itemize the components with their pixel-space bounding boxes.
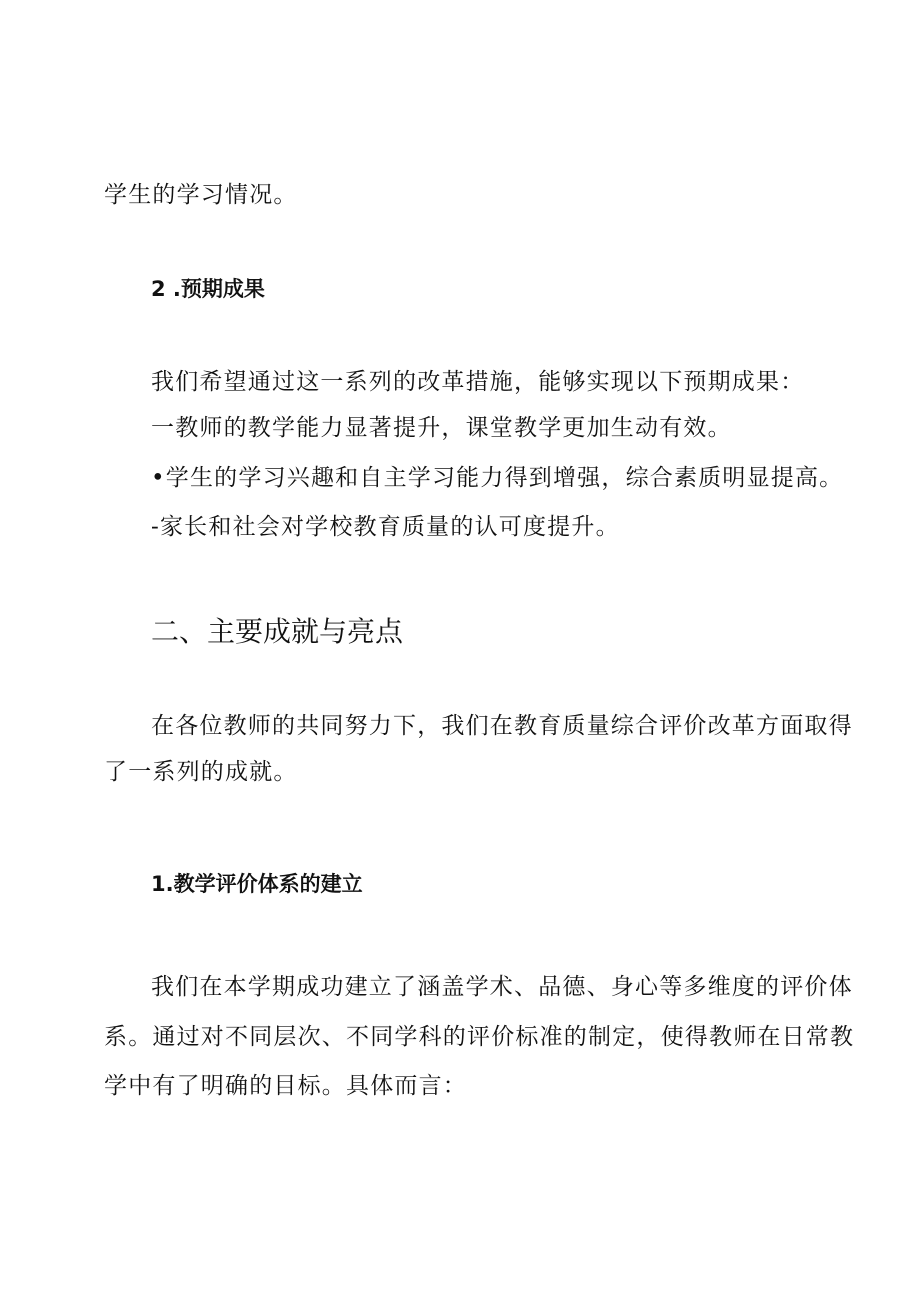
expected-result-item: 一教师的教学能力显著提升，课堂教学更加生动有效。 bbox=[151, 415, 732, 441]
expected-result-item: •学生的学习兴趣和自主学习能力得到增强，综合素质明显提高。 bbox=[151, 465, 844, 491]
evaluation-system-paragraph-line: 学中有了明确的目标。具体而言： bbox=[104, 1073, 467, 1099]
evaluation-system-paragraph-line: 系。通过对不同层次、不同学科的评价标准的制定，使得教师在日常教 bbox=[104, 1024, 855, 1050]
achievements-paragraph-line: 在各位教师的共同努力下，我们在教育质量综合评价改革方面取得 bbox=[151, 713, 853, 739]
expected-results-intro: 我们希望通过这一系列的改革措施，能够实现以下预期成果： bbox=[151, 369, 805, 395]
subsection-heading-expected-results: 2 .预期成果 bbox=[151, 277, 265, 301]
subsection-heading-evaluation-system: 1.教学评价体系的建立 bbox=[151, 872, 363, 896]
achievements-paragraph-line: 了一系列的成就。 bbox=[104, 759, 298, 785]
evaluation-system-paragraph-line: 我们在本学期成功建立了涵盖学术、品德、身心等多维度的评价体 bbox=[151, 974, 853, 1000]
expected-result-item: -家长和社会对学校教育质量的认可度提升。 bbox=[151, 514, 620, 540]
section-heading-achievements: 二、主要成就与亮点 bbox=[151, 615, 404, 648]
continuation-text: 学生的学习情况。 bbox=[104, 182, 298, 208]
